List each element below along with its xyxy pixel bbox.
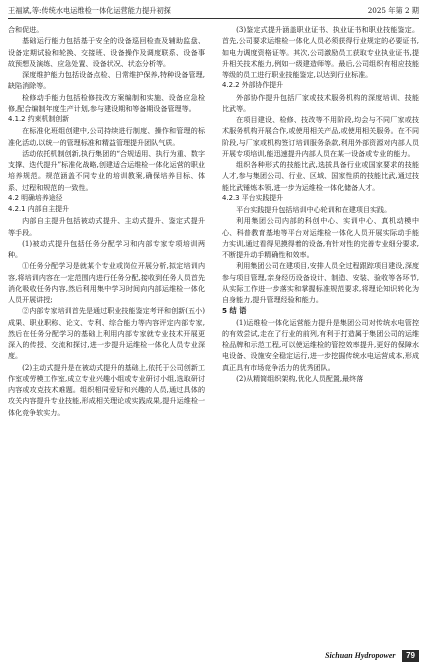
paragraph: 检修动手能力包括检修技改方案编制和实施、设备应急检修,配合编制年度生产计划,参与建设期和等备期设备管理等。 [8,92,205,113]
section-title: 5 结 语 [222,306,247,316]
paragraph: (3)鉴定式提升涵盖职业证书、执业证书和职业技能鉴定。首先,公司要求运维检一体化人员必须获得行业规定的必要证书,如电力调度资格证等。其次,公司激励员工获取专业执业证书,提升相关技术能力,例如一级建造师等。最后,公司组织有相应技能等级的员工进行职业技能鉴定,以达到行业标准。 [222,25,419,79]
paragraph: 深度维护能力包括设备点检、日常维护保养,特种设备管理,缺陷消除等。 [8,70,205,91]
paragraph: 基础运行能力包括基于安全的设备巡回检查及辅助监盘、设备定期试验和轮换、交接班、设备操作及调度联系、设备事故预想及演练、应急处置、设备状况、状态分析等。 [8,36,205,68]
page-footer [325,650,419,662]
paragraph: (2)主动式提升是在被动式提升的基础上,依托于公司创新工作室或劳模工作室,成立专业兴趣小组或专业研讨小组,选取研讨内容或攻克技术难题。组织相同爱好和兴趣的人员,通过具体的攻关内容提升专业技能,形成相关理论或实践成果,提升运维检一体化竞争软实力。 [8,362,205,417]
running-header [8,4,419,19]
section-heading: 4.2.1 内部自主提升 [8,205,70,213]
right-column [222,24,419,384]
section-heading: 4.1.2 约束机制创新 [8,115,70,123]
paragraph: 平台实践提升包括培训中心轮训和在建项目实践。 [236,205,392,214]
paragraph: 利用集团公司在建项目,安排人员全过程跟踪项目建设,深度参与项目管理,亲身经历设备设计、制造、安装、验收等各环节,从实际工作进一步落实和掌握标准规范要求,将理论知识转化为自身能力,提升管理经验和能力。 [222,261,419,304]
paragraph: 活动依托机制创新,执行集团的“合规适用、执行为重、数字支撑、迭代提升”标准化战略,创建适合运维检一体化运营的职业培养规范。规范涵盖不同专业的培训教案,确保培养目标、体系、过程和规范的一致性。 [8,148,205,192]
paragraph: 合和促进。 [8,25,44,34]
paragraph: 利用集团公司内部的科创中心、实训中心、真机动模中心、科普教育基地等平台对运维检一体化人员开展实际动手能力实训,通过看得见摸得着的设备,有针对性的完善专业细分要求,不断提升动手精确性和效率。 [222,216,419,259]
paragraph: ②内部专家培训首先是通过职业技能鉴定考评和创新(五小)成果、职业职称、论文、专利、综合能力等内容评定内部专家,然后在任务分配学习的基础上利用内部专家就专业技术开展更深入的传授、交流和探讨,进一步提升运维检一体化人员专业深度。 [8,306,205,361]
page-number: 79 [402,650,419,662]
paragraph: ①任务分配学习是就某个专业或岗位开展分析,拟定培训内容,将培训内容在一定范围内进行任务分配,接收到任务人员首先消化吸收任务内容,然后利用集中学习时间向内部运维检一体化人员开展讲授; [8,261,205,304]
header-article-title: 王福斌,等:传统水电运维检一体化运营能力提升初探 [8,6,171,15]
section-heading: 4.2.3 平台实践提升 [222,193,284,202]
section-heading: 4.2.2 外部协作提升 [222,81,284,90]
journal-name: Sichuan Hydropower [325,651,396,660]
section-heading: 4.2 明确培养途径 [8,193,63,202]
paragraph: 组织各种形式的技能比武,选拔具备行业或国家要求的技能人才,参与集团公司、行业、区域、国家性质的技能比武,通过技能比武锤炼本领,进一步为运维检一体化储备人才。 [222,160,419,192]
paragraph: 内部自主提升包括被动式提升、主动式提升、鉴定式提升等手段。 [8,216,205,237]
left-column [8,24,205,418]
paragraph: 在标准化班组创建中,公司持续进行制度、操作和管理的标准化活动,以统一的管理标准和精益管理提升团队气质。 [8,126,205,147]
header-issue: 2025 年第 2 期 [367,6,419,15]
paragraph: (1)被动式提升包括任务分配学习和内部专家专项培训两种。 [8,238,205,259]
paragraph: (1)运维检一体化运营能力提升是集团公司对传统水电管控的有效尝试,走在了行业的前列,有利于打造属于集团公司的运维检品牌和示范工程,可以使运维检的管控效率提升,更好的保障水电设备、设施安全稳定运行,进一步挖掘传统水电运营成本,形成真正具有市场竞争活力的优秀团队。 [222,317,419,372]
paragraph: 外部协作提升包括厂家或技术服务机构的深度培训、技能比武等。 [222,92,419,113]
paragraph: (2)从精简组织架构,优化人员配置,最终落 [236,373,364,383]
paragraph: 在项目建设、检修、技改等不用阶段,均会与不同厂家或技术服务机构开展合作,或使用相关产品,或使用相关服务。在不同阶段,与厂家或机构签订培训服务条款,利用外部资源对内部人员开展专项培训,能迅速提升内部人员在某一设备或专业的能力。 [222,115,419,158]
